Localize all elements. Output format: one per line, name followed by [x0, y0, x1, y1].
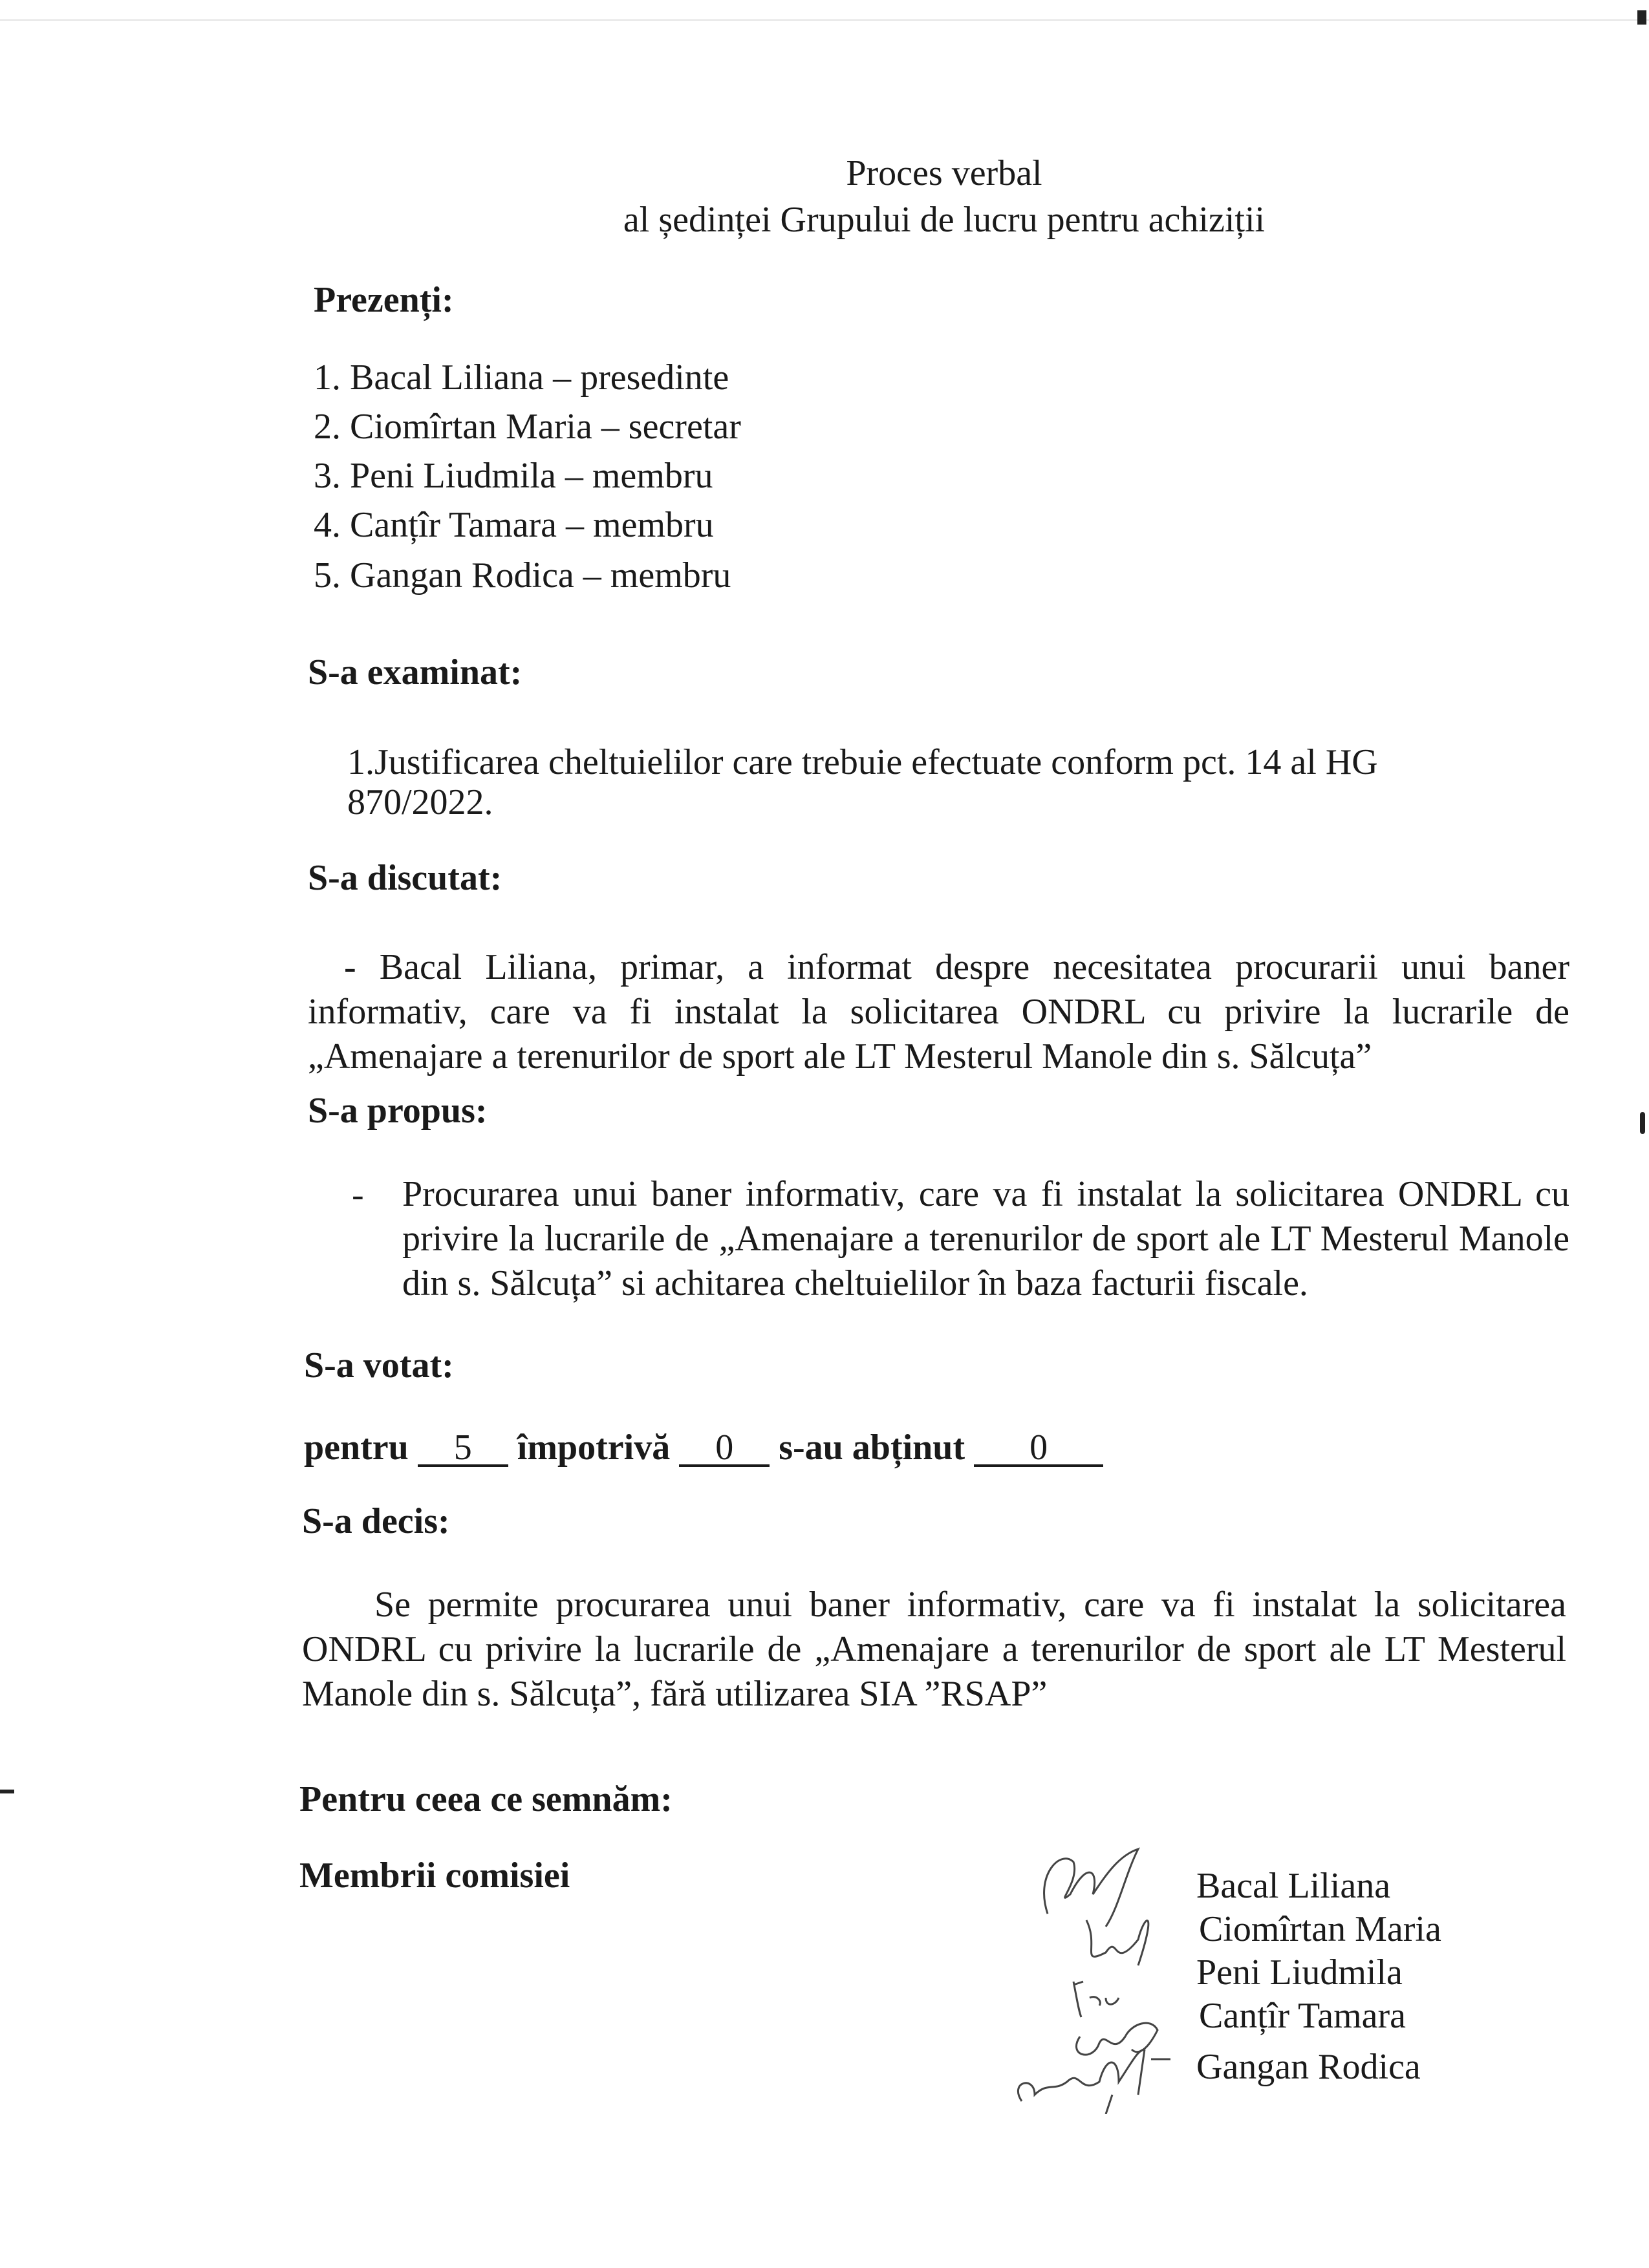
signature-mark [1086, 1920, 1148, 1965]
vote-for-label: pentru [304, 1428, 409, 1468]
discussed-text: - Bacal Liliana, primar, a informat despre necesitatea procurarii unui baner informativ, care va fi instalat la solicitarea ONDRL cu privire la lucrarile de „Amenajare a terenurilor de sport ale LT Mesterul Manole din s. Sălcuța” [308, 947, 1569, 1076]
document-title: Proces verbal [846, 153, 1042, 193]
examined-item-continued: 870/2022. [347, 782, 493, 822]
member-item: 1. Bacal Liliana – presedinte [314, 358, 729, 398]
vote-against-label: împotrivă [517, 1428, 671, 1468]
committee-label: Membrii comisiei [299, 1856, 570, 1896]
signature-mark [1044, 1849, 1138, 1927]
vote-against-value: 0 [679, 1431, 770, 1467]
member-item: 2. Ciomîrtan Maria – secretar [314, 407, 741, 447]
discussed-heading: S-a discutat: [308, 858, 502, 898]
proposed-heading: S-a propus: [308, 1091, 488, 1131]
proposed-bullet: - [352, 1175, 364, 1215]
present-heading: Prezenți: [314, 280, 454, 320]
vote-results [304, 1426, 1103, 1470]
signatory-name: Peni Liudmila [1196, 1952, 1403, 1993]
scan-artifact [0, 1790, 14, 1793]
member-item: 3. Peni Liudmila – membru [314, 456, 713, 496]
signatory-name: Gangan Rodica [1196, 2047, 1421, 2087]
vote-abstain-label: s-au abținut [779, 1428, 965, 1468]
scan-artifact [1640, 1112, 1645, 1134]
signatory-name: Ciomîrtan Maria [1199, 1909, 1441, 1949]
vote-abstain-value: 0 [974, 1431, 1103, 1467]
handwritten-signatures [1009, 1836, 1203, 2114]
decision-heading: S-a decis: [302, 1501, 450, 1541]
member-item: 4. Canțîr Tamara – membru [314, 505, 714, 545]
proposed-text: Procurarea unui baner informativ, care va fi instalat la solicitarea ONDRL cu privire la lucrarile de „Amenajare a terenurilor de sport ale LT Mesterul Manole din s. Sălcuța” si achitarea cheltuielilor în baza facturii fiscale. [402, 1174, 1569, 1303]
vote-heading: S-a votat: [304, 1345, 454, 1385]
scan-edge-line [0, 19, 1649, 21]
signatory-name: Canțîr Tamara [1199, 1996, 1406, 2036]
scan-artifact [1637, 10, 1646, 25]
signature-mark [1073, 1982, 1119, 2017]
decision-text: Se permite procurarea unui baner informativ, care va fi instalat la solicitarea ONDRL cu privire la lucrarile de „Amenajare a terenurilor de sport ale LT Mesterul Manole din s. Sălcuța”, fără utilizarea SIA ”RSAP” [302, 1585, 1566, 1714]
examined-heading: S-a examinat: [308, 652, 523, 692]
document-subtitle: al ședinței Grupului de lucru pentru achiziții [623, 200, 1266, 240]
signatures-heading: Pentru ceea ce semnăm: [299, 1779, 673, 1819]
vote-for-value: 5 [418, 1431, 508, 1467]
signatory-name: Bacal Liliana [1196, 1866, 1391, 1906]
member-item: 5. Gangan Rodica – membru [314, 555, 731, 595]
examined-item: 1.Justificarea cheltuielilor care trebuie efectuate conform pct. 14 al HG [347, 742, 1378, 782]
signature-mark [1018, 2049, 1170, 2114]
